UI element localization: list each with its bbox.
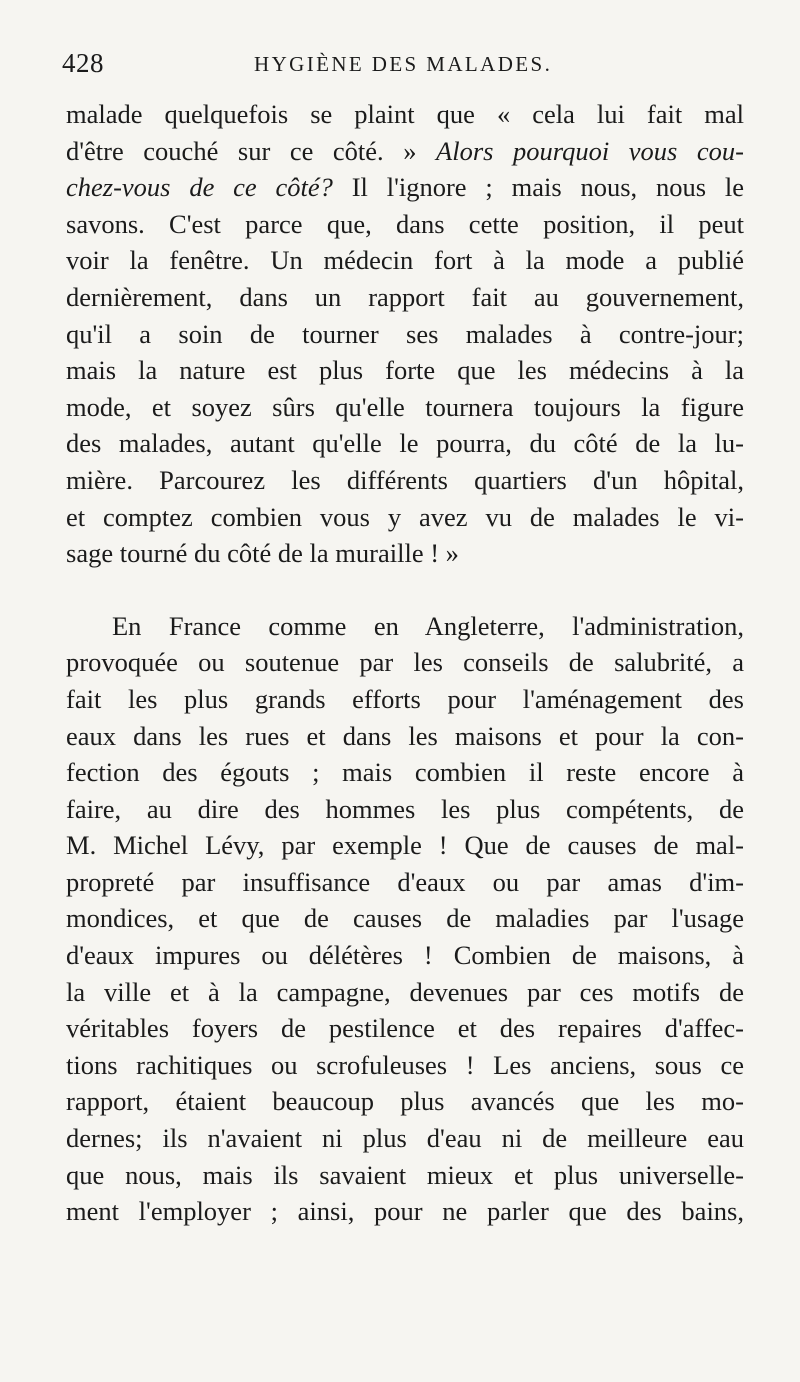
text-line: tions rachitiques ou scrofuleuses ! Les anciens, sous ce [66,1049,744,1080]
paragraph-gap [66,572,744,608]
text-line: voir la fenêtre. Un médecin fort à la mode a publié [66,245,744,276]
paragraph-1 [66,96,744,572]
text-line: eaux dans les rues et dans les maisons et pour la con- [66,720,744,751]
text-line: fection des égouts ; mais combien il reste encore à [66,757,744,788]
text-line: la ville et à la campagne, devenues par ces motifs de [66,976,744,1007]
text-line: faire, au dire des hommes les plus compétents, de [66,793,744,824]
text-line: des malades, autant qu'elle le pourra, du côté de la lu- [66,428,744,459]
text-line: véritables foyers de pestilence et des repaires d'affec- [66,1013,744,1044]
running-title: HYGIÈNE DES MALADES. [254,52,553,76]
text-line: malade quelquefois se plaint que « cela lui fait mal [66,99,744,129]
text-line: ment l'employer ; ainsi, pour ne parler que des bains, [66,1196,744,1227]
text-line: propreté par insuffisance d'eaux ou par amas d'im- [66,866,744,897]
text-line: rapport, étaient beaucoup plus avancés que les mo- [66,1086,744,1117]
text-line: provoquée ou soutenue par les conseils de salubrité, a [66,647,744,678]
paragraph-2 [66,608,744,1230]
text-line: fait les plus grands efforts pour l'aménagement des [66,683,744,714]
text-line: mode, et soyez sûrs qu'elle tournera toujours la figure [66,391,744,422]
page-header [62,48,760,84]
text-line: savons. C'est parce que, dans cette position, il peut [66,208,744,239]
text-line [66,169,744,206]
italic-text: chez-vous de ce côté? [66,172,333,203]
text-line [66,133,744,170]
text-run: Il l'ignore ; mais nous, nous le [332,172,744,203]
italic-text: Alors pourquoi vous cou- [436,135,744,166]
text-line: mais la nature est plus forte que les médecins à la [66,355,744,386]
text-line: d'eaux impures ou délétères ! Combien de maisons, à [66,940,744,971]
text-line: dernièrement, dans un rapport fait au gouvernement, [66,281,744,312]
text-line: sage tourné du côté de la muraille ! » [66,538,459,569]
text-line: M. Michel Lévy, par exemple ! Que de causes de mal- [66,830,744,861]
text-line: En France comme en Angleterre, l'administration, [112,610,744,641]
text-line: mière. Parcourez les différents quartiers d'un hôpital, [66,464,744,495]
text-line: dernes; ils n'avaient ni plus d'eau ni de meilleure eau [66,1123,744,1154]
body-text [66,96,744,1230]
page-number: 428 [62,48,104,78]
text-line: et comptez combien vous y avez vu de malades le vi- [66,501,744,532]
text-line: mondices, et que de causes de maladies par l'usage [66,903,744,934]
text-run: d'être couché sur ce côté. » [66,135,437,166]
text-line: que nous, mais ils savaient mieux et plus universelle- [66,1159,744,1190]
text-line: qu'il a soin de tourner ses malades à contre-jour; [66,318,744,349]
